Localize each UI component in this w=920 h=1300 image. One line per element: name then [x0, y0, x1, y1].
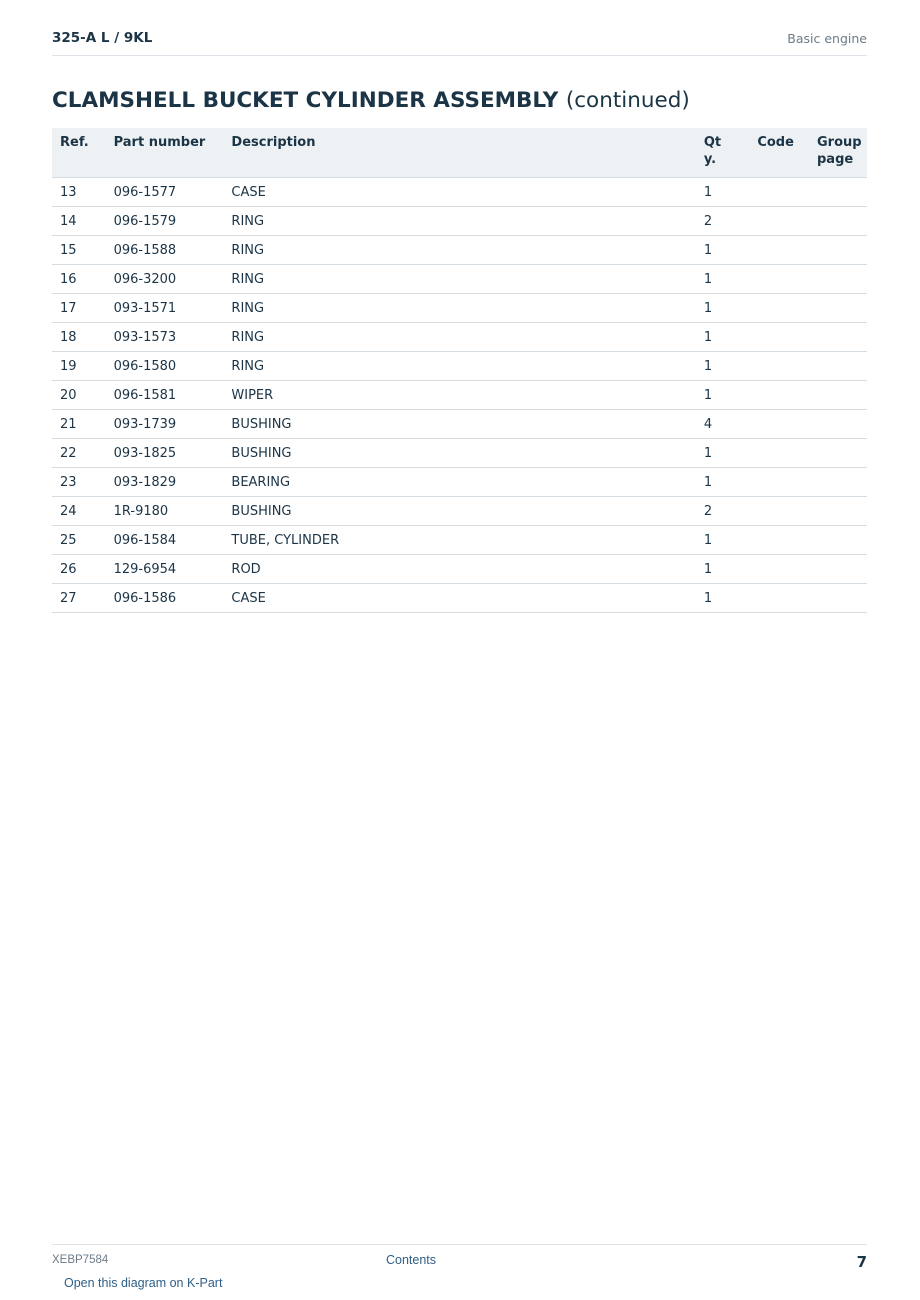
table-row — [52, 468, 867, 497]
group-page-cell — [809, 584, 867, 613]
qty-cell: 1 — [696, 323, 749, 352]
kpart-link[interactable]: Open this diagram on K-Part — [64, 1276, 223, 1290]
group-page-cell — [809, 178, 867, 207]
description-cell: TUBE, CYLINDER — [223, 526, 695, 555]
part-number-cell: 096-1581 — [106, 381, 224, 410]
description-cell: RING — [223, 352, 695, 381]
ref-cell: 14 — [52, 207, 106, 236]
section-label: Basic engine — [787, 31, 867, 46]
qty-cell: 1 — [696, 236, 749, 265]
group-page-cell — [809, 265, 867, 294]
part-number-cell: 093-1739 — [106, 410, 224, 439]
col-qty-header — [696, 128, 749, 178]
col-qty-label: Qty. — [703, 135, 722, 167]
page-header — [52, 27, 867, 56]
part-number-cell: 096-1580 — [106, 352, 224, 381]
qty-cell: 4 — [696, 410, 749, 439]
qty-cell: 1 — [696, 294, 749, 323]
part-number-cell: 1R-9180 — [106, 497, 224, 526]
col-group-page-header — [809, 128, 867, 178]
title-suffix: (continued) — [565, 88, 690, 113]
part-number-cell: 096-1586 — [106, 584, 224, 613]
group-page-cell — [809, 294, 867, 323]
ref-cell: 13 — [52, 178, 106, 207]
description-cell: CASE — [223, 178, 695, 207]
table-row — [52, 555, 867, 584]
group-page-cell — [809, 207, 867, 236]
parts-table — [52, 128, 867, 613]
code-cell — [749, 294, 809, 323]
code-cell — [749, 352, 809, 381]
col-code-header: Code — [749, 128, 809, 178]
group-page-cell — [809, 439, 867, 468]
table-row — [52, 526, 867, 555]
ref-cell: 27 — [52, 584, 106, 613]
title-main: CLAMSHELL BUCKET CYLINDER ASSEMBLY — [52, 88, 559, 113]
col-description-header: Description — [223, 128, 695, 178]
description-cell: BUSHING — [223, 497, 695, 526]
part-number-cell: 096-1588 — [106, 236, 224, 265]
ref-cell: 17 — [52, 294, 106, 323]
part-number-cell: 096-1579 — [106, 207, 224, 236]
qty-cell: 1 — [696, 352, 749, 381]
code-cell — [749, 207, 809, 236]
code-cell — [749, 526, 809, 555]
group-page-cell — [809, 555, 867, 584]
part-number-cell: 129-6954 — [106, 555, 224, 584]
table-row — [52, 410, 867, 439]
ref-cell: 25 — [52, 526, 106, 555]
description-cell: RING — [223, 265, 695, 294]
part-number-cell: 093-1573 — [106, 323, 224, 352]
col-part-number-header: Part number — [106, 128, 224, 178]
code-cell — [749, 497, 809, 526]
part-number-cell: 093-1829 — [106, 468, 224, 497]
table-row — [52, 294, 867, 323]
code-cell — [749, 555, 809, 584]
part-number-cell: 096-1577 — [106, 178, 224, 207]
qty-cell: 1 — [696, 381, 749, 410]
code-cell — [749, 178, 809, 207]
group-page-cell — [809, 497, 867, 526]
model-label: 325-A L / 9KL — [52, 30, 153, 46]
code-cell — [749, 468, 809, 497]
contents-link[interactable]: Contents — [386, 1253, 437, 1267]
table-row — [52, 439, 867, 468]
qty-cell: 1 — [696, 265, 749, 294]
part-number-cell: 093-1571 — [106, 294, 224, 323]
document-id: XEBP7584 — [52, 1254, 109, 1266]
ref-cell: 16 — [52, 265, 106, 294]
ref-cell: 15 — [52, 236, 106, 265]
table-header-row — [52, 128, 867, 178]
qty-cell: 2 — [696, 207, 749, 236]
group-page-cell — [809, 410, 867, 439]
qty-cell: 2 — [696, 497, 749, 526]
qty-cell: 1 — [696, 526, 749, 555]
table-row — [52, 207, 867, 236]
code-cell — [749, 323, 809, 352]
description-cell: WIPER — [223, 381, 695, 410]
table-row — [52, 236, 867, 265]
table-row — [52, 584, 867, 613]
table-row — [52, 265, 867, 294]
part-number-cell: 096-3200 — [106, 265, 224, 294]
qty-cell: 1 — [696, 468, 749, 497]
description-cell: RING — [223, 323, 695, 352]
page-footer — [52, 1244, 867, 1271]
ref-cell: 21 — [52, 410, 106, 439]
ref-cell: 24 — [52, 497, 106, 526]
description-cell: RING — [223, 294, 695, 323]
description-cell: BEARING — [223, 468, 695, 497]
parts-table-body — [52, 178, 867, 613]
ref-cell: 19 — [52, 352, 106, 381]
table-row — [52, 178, 867, 207]
code-cell — [749, 439, 809, 468]
ref-cell: 20 — [52, 381, 106, 410]
page-title — [52, 88, 690, 113]
ref-cell: 26 — [52, 555, 106, 584]
group-page-cell — [809, 323, 867, 352]
code-cell — [749, 410, 809, 439]
part-number-cell: 096-1584 — [106, 526, 224, 555]
page-number: 7 — [856, 1253, 867, 1271]
description-cell: CASE — [223, 584, 695, 613]
group-page-cell — [809, 381, 867, 410]
group-page-cell — [809, 352, 867, 381]
ref-cell: 23 — [52, 468, 106, 497]
group-page-cell — [809, 236, 867, 265]
qty-cell: 1 — [696, 555, 749, 584]
code-cell — [749, 584, 809, 613]
group-page-cell — [809, 526, 867, 555]
qty-cell: 1 — [696, 584, 749, 613]
qty-cell: 1 — [696, 439, 749, 468]
ref-cell: 18 — [52, 323, 106, 352]
ref-cell: 22 — [52, 439, 106, 468]
col-group-page-label: Group page — [817, 135, 862, 167]
table-row — [52, 352, 867, 381]
code-cell — [749, 381, 809, 410]
code-cell — [749, 236, 809, 265]
qty-cell: 1 — [696, 178, 749, 207]
table-row — [52, 323, 867, 352]
col-ref-header: Ref. — [52, 128, 106, 178]
group-page-cell — [809, 468, 867, 497]
description-cell: BUSHING — [223, 410, 695, 439]
description-cell: RING — [223, 207, 695, 236]
description-cell: ROD — [223, 555, 695, 584]
part-number-cell: 093-1825 — [106, 439, 224, 468]
table-row — [52, 497, 867, 526]
table-row — [52, 381, 867, 410]
description-cell: BUSHING — [223, 439, 695, 468]
description-cell: RING — [223, 236, 695, 265]
code-cell — [749, 265, 809, 294]
